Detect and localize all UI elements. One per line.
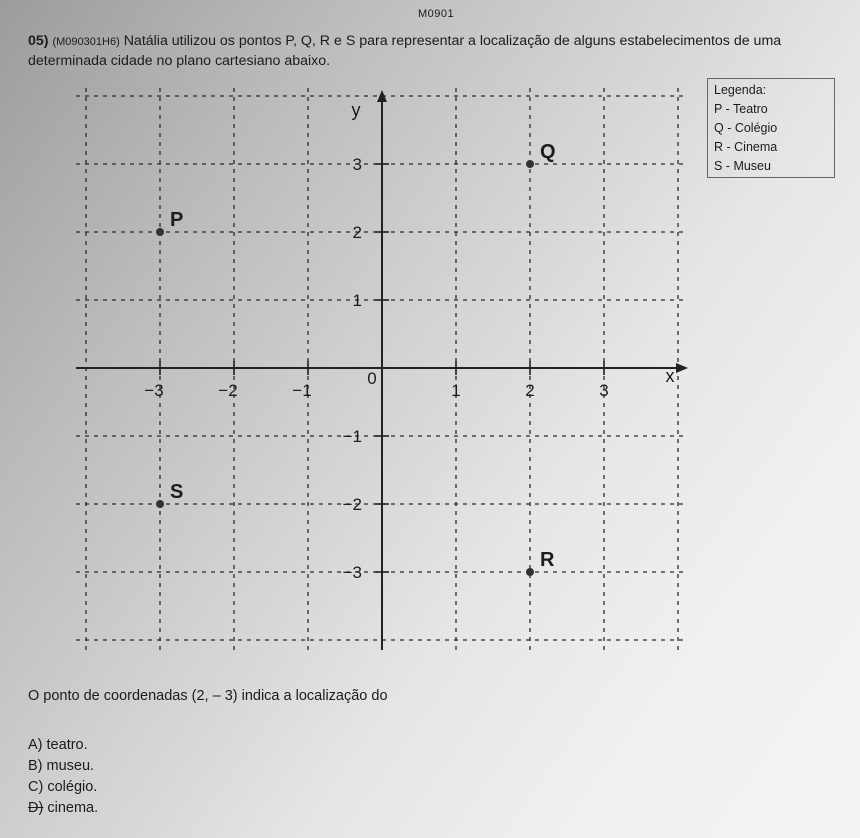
axes bbox=[76, 90, 688, 650]
point-p bbox=[156, 228, 164, 236]
x-tick-label: 1 bbox=[451, 381, 461, 400]
question-number: 05) bbox=[28, 33, 49, 49]
option-letter: C) bbox=[28, 779, 44, 795]
x-tick-label: 3 bbox=[599, 381, 609, 400]
y-tick-label: −2 bbox=[342, 495, 362, 514]
point-r bbox=[526, 568, 534, 576]
point-q bbox=[526, 160, 534, 168]
x-tick-label: −1 bbox=[292, 381, 312, 400]
option-letter: D) bbox=[28, 800, 44, 816]
point-label-q: Q bbox=[540, 141, 556, 163]
option-a[interactable] bbox=[28, 735, 98, 756]
option-letter: B) bbox=[28, 758, 43, 774]
point-label-p: P bbox=[170, 209, 184, 231]
legend-item-r: R - Cinema bbox=[714, 140, 778, 154]
option-c[interactable] bbox=[28, 777, 98, 798]
legend-item-p: P - Teatro bbox=[714, 102, 768, 116]
x-tick-label: 2 bbox=[525, 381, 535, 400]
tick-marks bbox=[144, 100, 674, 582]
option-text: museu. bbox=[46, 758, 95, 774]
option-text: teatro. bbox=[46, 737, 88, 753]
x-axis-arrow-icon bbox=[676, 363, 688, 373]
y-axis-label: y bbox=[351, 100, 361, 120]
legend-title: Legenda: bbox=[714, 83, 767, 97]
point-label-s: S bbox=[170, 481, 184, 503]
x-tick-label: −3 bbox=[144, 381, 164, 400]
option-letter: A) bbox=[28, 737, 43, 753]
x-tick-label: −2 bbox=[218, 381, 238, 400]
question-prompt: O ponto de coordenadas (2, – 3) indica a localização do bbox=[28, 688, 388, 704]
y-tick-label: 3 bbox=[352, 155, 362, 174]
legend-item-q: Q - Colégio bbox=[714, 121, 778, 135]
option-text: colégio. bbox=[47, 779, 98, 795]
answer-options bbox=[28, 735, 98, 819]
question-id: (M090301H6) bbox=[52, 36, 120, 48]
legend-item-s: S - Museu bbox=[714, 159, 771, 173]
legend-box bbox=[707, 78, 835, 178]
origin-label: 0 bbox=[367, 369, 377, 388]
y-tick-label: −3 bbox=[342, 563, 362, 582]
question-code: M0901 bbox=[418, 8, 455, 20]
point-label-r: R bbox=[540, 549, 555, 571]
y-tick-label: −1 bbox=[342, 427, 362, 446]
x-axis-label: x bbox=[665, 366, 675, 386]
option-b[interactable] bbox=[28, 756, 98, 777]
point-s bbox=[156, 500, 164, 508]
option-text: cinema. bbox=[47, 800, 99, 816]
option-d[interactable] bbox=[28, 798, 98, 819]
y-tick-label: 2 bbox=[352, 223, 362, 242]
y-tick-label: 1 bbox=[352, 291, 362, 310]
question-text: Natália utilizou os pontos P, Q, R e S para representar a localização de alguns estabelecimentos de uma determinada cidade no plano cartesiano abaixo. bbox=[28, 33, 782, 69]
